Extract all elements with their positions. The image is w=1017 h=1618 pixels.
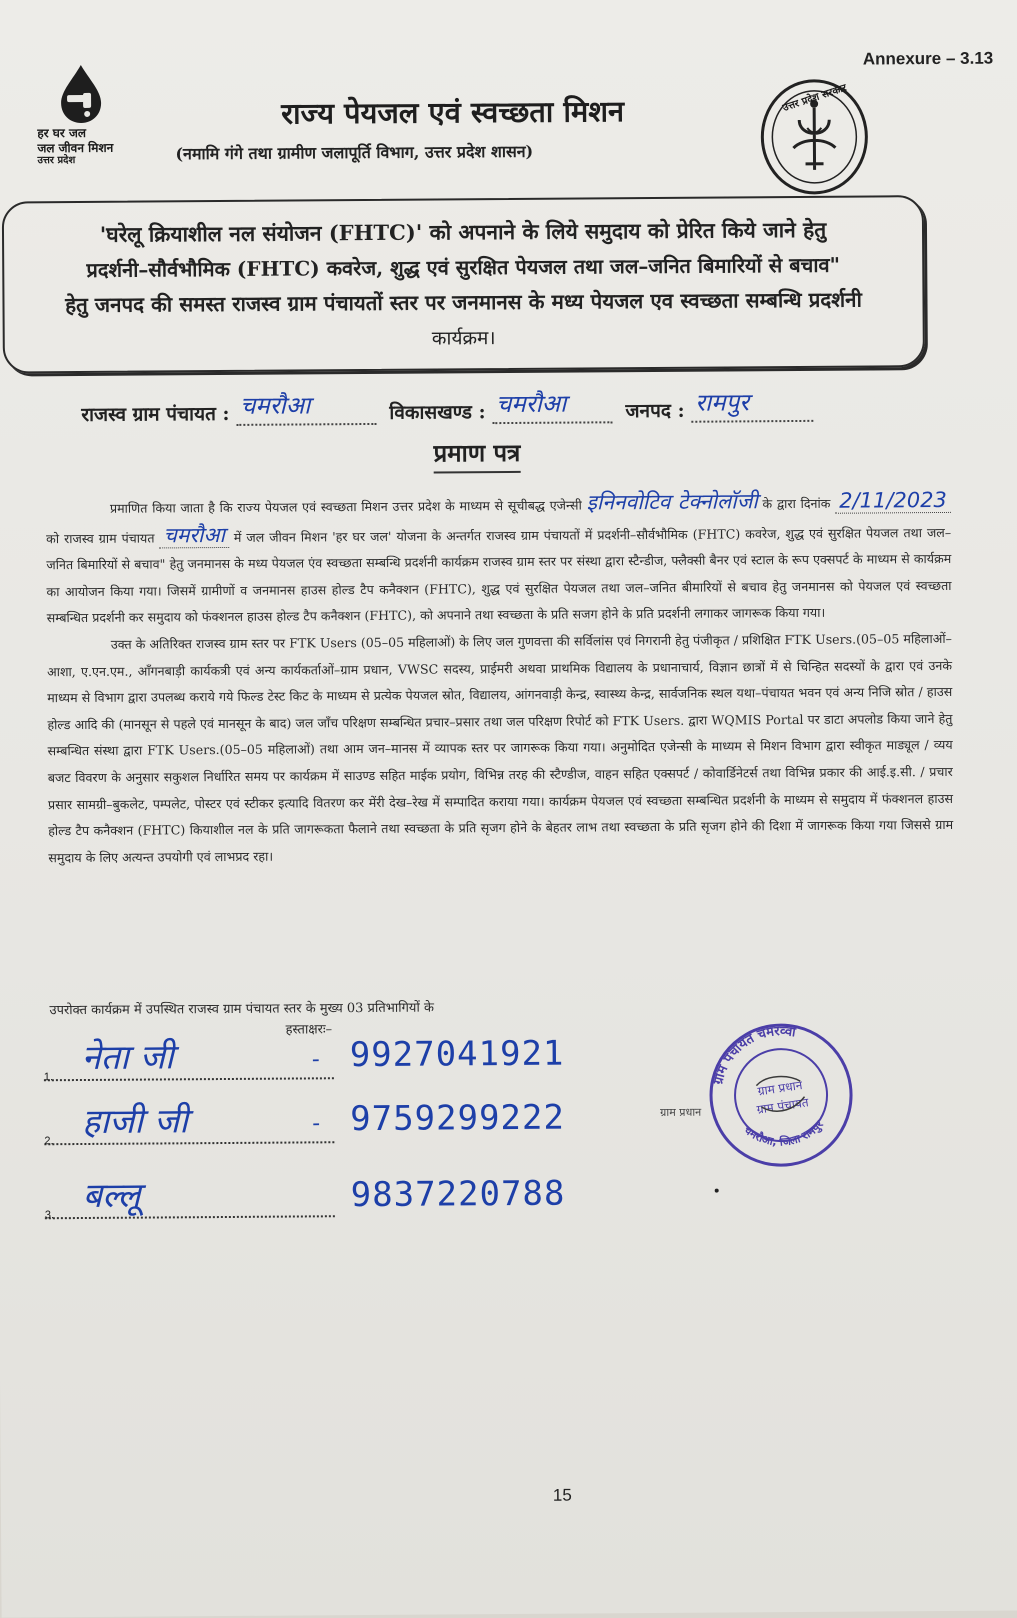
signature-label: हस्ताक्षरः– [285, 1022, 333, 1038]
certificate-title: प्रमाण पत्र [433, 436, 520, 474]
attendee-row [44, 1101, 334, 1148]
block-value: चमरौआ [496, 389, 567, 419]
ink-dot [715, 1189, 719, 1193]
jal-jeevan-logo [37, 63, 138, 184]
program-line-4: कार्यक्रम। [431, 327, 496, 350]
gram-panchayat-label: राजस्व ग्राम पंचायत : [81, 402, 230, 426]
program-line-2: प्रदर्शनी–सौर्वभौमिक (FHTC) कवरेज, शुद्ध एवं सुरक्षित पेयजल तथा जल–जनित बिमारियों से बचाव" [86, 252, 841, 282]
stamp-center-2: ग्राम पंचायत [755, 1095, 810, 1117]
attendee-number: 1. [43, 1071, 54, 1084]
page-subtitle: (नमामि गंगे तथा ग्रामीण जलापूर्ति विभाग, उत्तर प्रदेश शासन) [175, 141, 534, 164]
separator-dash: - [312, 1111, 321, 1137]
panchayat-seal-stamp [696, 1010, 866, 1180]
separator-dash: - [311, 1047, 320, 1073]
attendee-signature: नेता जी [81, 1037, 174, 1079]
program-line-1: 'घरेलू क्रियाशील नल संयोजन (FHTC)' को अपनाने के लिये समुदाय को प्रेरित किये जाने हेतु [99, 216, 827, 247]
certificate-body [46, 487, 954, 872]
district-value: रामपुर [695, 388, 750, 417]
district-label: जनपद : [625, 399, 685, 423]
stamp-side-label: ग्राम प्रधान [660, 1105, 702, 1119]
logo-caption-2: जल जीवन मिशन [37, 140, 114, 156]
emblem-text: उत्तर प्रदेश सरकार [781, 82, 849, 114]
annexure-label: Annexure – 3.13 [862, 48, 994, 69]
stamp-bottom-text: चमरौआ, जिला रामपुर [741, 1118, 826, 1149]
attendee-signature: हाजी जी [82, 1101, 189, 1143]
attendee-number: 2. [44, 1135, 54, 1148]
agency-name-handwritten: इनिनवोटिव टेक्नोलॉजी [586, 489, 758, 515]
date-handwritten: 2/11/2023 [835, 488, 951, 514]
body-p1-a: प्रमाणित किया जाता है कि राज्य पेयजल एवं स्वच्छता मिशन उत्तर प्रदेश के माध्यम से सूचीबद्ध एजेन्सी [109, 497, 582, 516]
body-p1-d: में जल जीवन मिशन 'हर घर जल' योजना के अन्तर्गत राजस्व ग्राम पंचायतों में प्रदर्शनी–सौर्वभौमिक (FHTC) कवरेज, शुद्ध एवं सुरक्षित पेयजल तथा जल–जनित बिमारियों से बचाव" हेतु जनमानस के मध्य पेयजल एंव स्वच्छता सम्बन्धि प्रदर्शनी कार्यक्रम राजस्व ग्राम स्तर पर संस्था द्वारा स्टैन्डीज, फ्लैक्सी बैनर एवं स्टाल के रूप एक्सपर्ट के माध्यम से कार्यक्रम का आयोजन किया गया। जिसमें ग्रामीणों व जनमानस हाउस होल्ड टैप कनैक्शन (FHTC), शुद्ध एवं सुरक्षित पेयजल तथा जल–जनित बीमारियों से बचाव हेतु जनमानस को पेयजल एवं स्वच्छता सम्बन्धित प्रदर्शनी कर समुदाय को फंक्शनल हाउस होल्ड टैप कनैक्शन (FHTC), को अपनाने तथा स्वच्छता के प्रति सजग होने के प्रति प्रदर्शनी लगाकर जागरूक किया गया। [46, 524, 952, 626]
attendee-row [44, 1175, 335, 1222]
district-field [691, 388, 813, 423]
page-title: राज्य पेयजल एवं स्वच्छता मिशन [281, 94, 625, 131]
attendee-number: 3. [44, 1209, 55, 1222]
body-paragraph-1 [46, 487, 952, 632]
location-fields [81, 388, 813, 427]
body-paragraph-2: उक्त के अतिरिक्त राजस्व ग्राम स्तर पर FTK Users (05–05 महिलाओं) के लिए जल गुणवत्ता की सर्विलांस एवं निगरानी हेतु पंजीकृत / प्रशिक्षित FTK Users.(05–05 महिलाओं–आशा, ए.एन.एम., आँगनबाड़ी कार्यकत्री एवं अन्य कार्यकर्ताओं–ग्राम प्रधान, VWSC सदस्य, प्राईमरी अथवा प्राथमिक विद्यालय के प्रधानाचार्य, विज्ञान छात्रों में से चिन्हित सदस्यों के द्वारा एवं उनके माध्यम से विभाग द्वारा उपलब्ध कराये गये फिल्ड टेस्ट किट के माध्यम से प्रत्येक पेयजल स्रोत, विद्यालय, आंगनवाड़ी केन्द्र, स्वास्थ्य केन्द्र, सार्वजनिक स्थल यथा–पंचायत भवन एवं अन्य निजि स्रोत / हाउस होल्ड आदि की (मानसून से पहले एवं मानसून के बाद) जल जाँच परिक्षण सम्बन्धित प्रचार–प्रसार तथा जल परिक्षण रिपोर्ट को FTK Users. द्वारा WQMIS Portal पर डाटा अपलोड किया जाने हेतु सम्बन्धित संस्था द्वारा FTK Users.(05–05 महिलाओं) तथा आम जन–मानस में व्यापक स्तर पर जागरूक किया गया। अनुमोदित एजेन्सी के माध्यम से मिशन विभाग द्वारा स्वीकृत माड्यूल / व्यय बजट विवरण के अनुसार सकुशल निर्धारित समय पर कार्यक्रम में साउण्ड सहित माईक प्रयोग, विभिन्न तरह की स्टैण्डीज, वाहन सहित एक्सपर्ट / कोवार्डिनेटर्स तथा विभिन्न प्रकार की आई.इ.सी. / प्रचार प्रसार सामग्री–बुकलेट, पम्पलेट, पोस्टर एवं स्टीकर इत्यादि वितरण कर मेंरी देख–रेख में सम्पादित कराया गया। कार्यक्रम पेयजल एवं स्वच्छता सम्बन्धित प्रदर्शनी के माध्यम से समुदाय में फंक्शनल हाउस होल्ड टैप कनैक्शन (FHTC) कियाशील नल के प्रति जागरूकता फैलाने तथा स्वच्छता के प्रति सृजग होने के बेहतर लाभ तथा स्वच्छता के प्रति सृजग होने की दिशा में जागरूक किया गया जिससे ग्राम समुदाय के लिए अत्यन्त उपयोगी एवं लाभप्रद रहा। [47, 630, 954, 865]
body-p1-c: को राजस्व ग्राम पंचायत [46, 530, 155, 546]
logo-caption-1: हर घर जल [37, 125, 87, 141]
gram-panchayat-field [236, 391, 376, 426]
attendee-signature: बल्लू [82, 1175, 141, 1216]
program-line-3: हेतु जनपद की समस्त राजस्व ग्राम पंचायतों स्तर पर जनमानस के मध्य पेयजल एव स्वच्छता सम्बन्धि प्रदर्शनी [65, 287, 862, 318]
state-emblem [759, 77, 870, 196]
attendees-note: उपरोक्त कार्यक्रम में उपस्थित राजस्व ग्राम पंचायत स्तर के मुख्य 03 प्रतिभागियों के [49, 1000, 434, 1019]
village-handwritten: चमरौआ [159, 523, 229, 548]
stamp-ring-text: ग्राम पंचायत चमरव्वा [711, 1024, 797, 1087]
attendee-phone: 9927041921 [349, 1033, 565, 1076]
body-p1-b: के द्वारा दिनांक [762, 495, 831, 512]
stamp-center-1: ग्राम प्रधान [756, 1077, 804, 1099]
attendee-phone: 9759299222 [350, 1097, 566, 1140]
block-label: विकासखण्ड : [389, 401, 486, 424]
attendee-phone: 9837220788 [350, 1173, 566, 1216]
gram-panchayat-seal [696, 1010, 866, 1180]
water-tap-drop-icon [55, 63, 107, 125]
program-description-box [2, 195, 925, 373]
attendee-row [43, 1037, 334, 1084]
logo-caption-3: उत्तर प्रदेश [37, 155, 76, 167]
page-number: 15 [552, 1485, 572, 1505]
block-field [492, 389, 612, 424]
gram-panchayat-value: चमरौआ [239, 391, 311, 420]
